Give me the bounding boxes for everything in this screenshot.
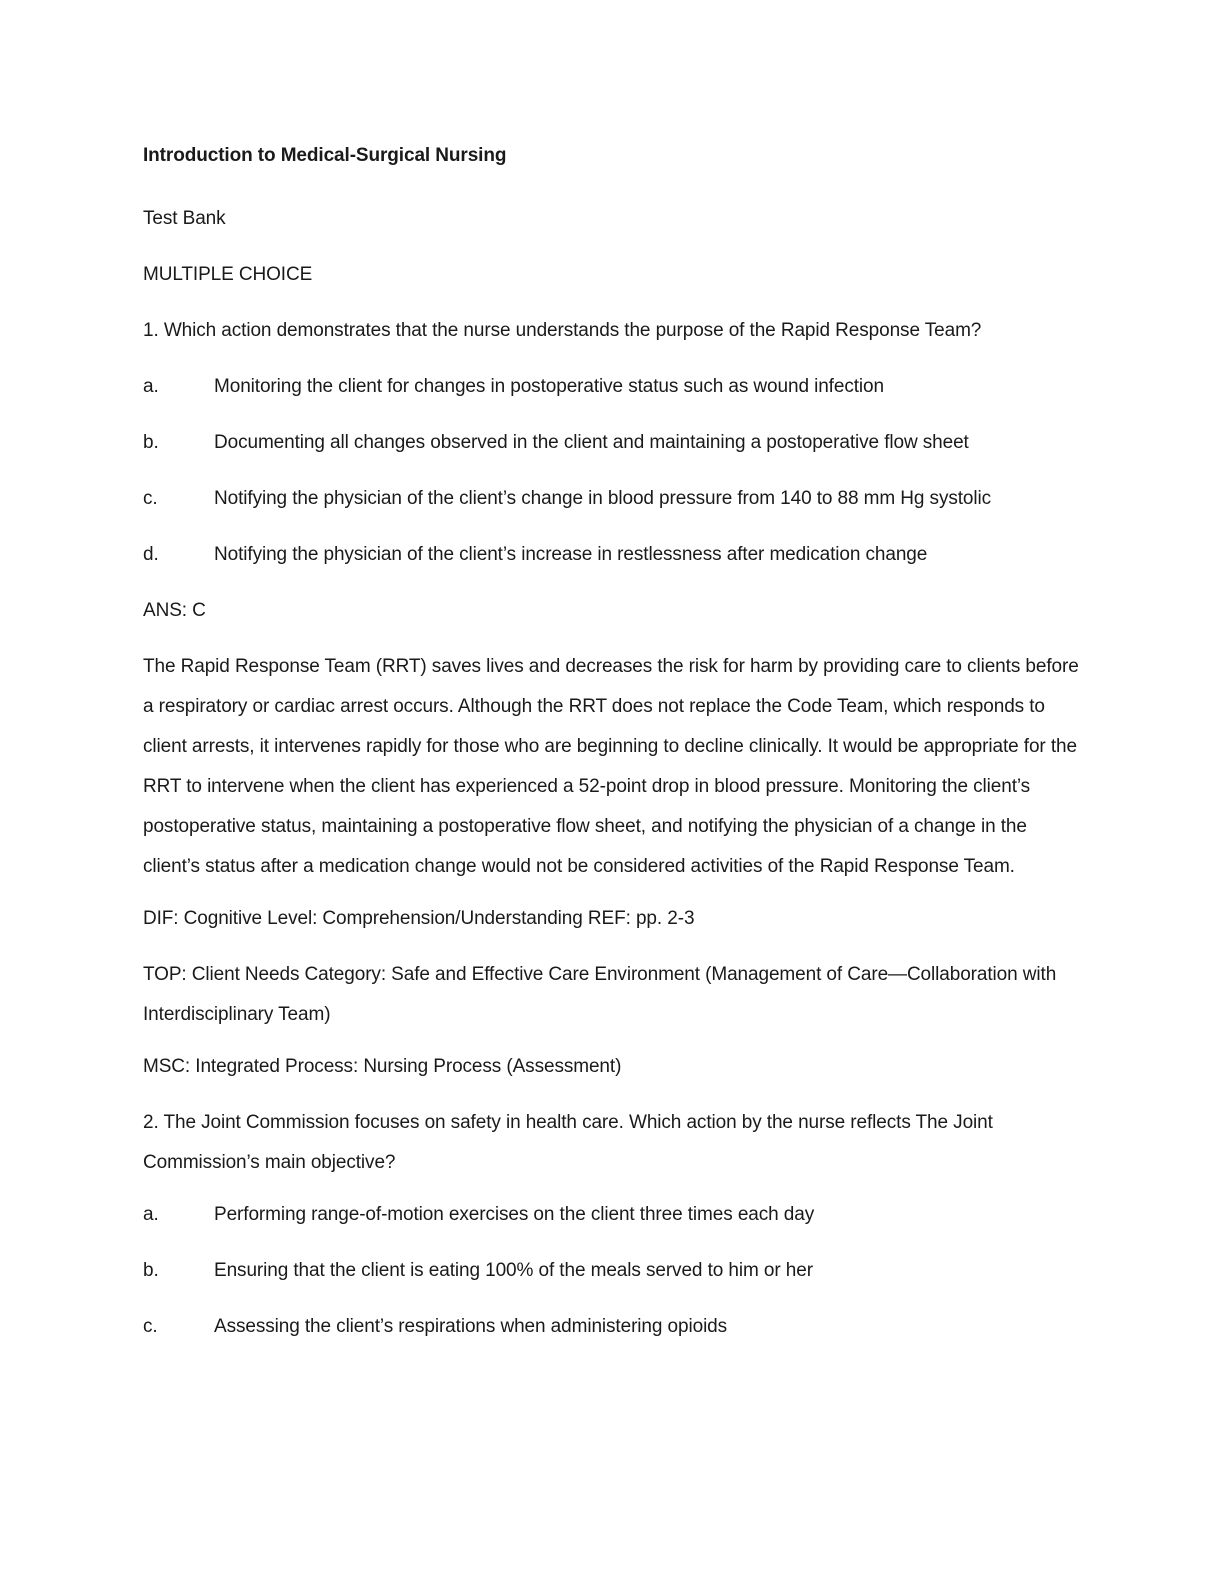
- question-2-option-b: [143, 1255, 1083, 1287]
- option-letter: d.: [143, 544, 159, 565]
- option-letter: a.: [143, 1204, 159, 1225]
- question-1-topic: TOP: Client Needs Category: Safe and Effective Care Environment (Management of Care—Collaboration with Interdisciplinary Team): [143, 964, 1057, 1025]
- question-1-answer: ANS: C: [143, 600, 206, 621]
- section-heading: MULTIPLE CHOICE: [143, 264, 313, 285]
- question-1-rationale: The Rapid Response Team (RRT) saves lives and decreases the risk for harm by providing care to clients before a respiratory or cardiac arrest occurs. Although the RRT does not replace the Code Team, which responds to client arrests, it intervenes rapidly for those who are beginning to decline clinically. It would be appropriate for the RRT to intervene when the client has experienced a 52-point drop in blood pressure. Monitoring the client’s postoperative status, maintaining a postoperative flow sheet, and notifying the physician of a change in the client’s status after a medication change would not be considered activities of the Rapid Response Team.: [143, 656, 1079, 877]
- document-subtitle: Test Bank: [143, 208, 226, 229]
- question-1-difficulty: DIF: Cognitive Level: Comprehension/Understanding REF: pp. 2-3: [143, 908, 695, 929]
- option-text: Ensuring that the client is eating 100% of the meals served to him or her: [214, 1260, 813, 1281]
- question-2-option-a: [143, 1199, 1083, 1231]
- option-text: Assessing the client’s respirations when administering opioids: [214, 1316, 728, 1337]
- question-1-stem: 1. Which action demonstrates that the nurse understands the purpose of the Rapid Response Team?: [143, 320, 982, 341]
- option-letter: c.: [143, 1316, 158, 1337]
- option-text: Monitoring the client for changes in postoperative status such as wound infection: [214, 376, 884, 397]
- option-text: Performing range-of-motion exercises on the client three times each day: [214, 1204, 815, 1225]
- option-text: Notifying the physician of the client’s increase in restlessness after medication change: [214, 544, 928, 565]
- option-letter: b.: [143, 432, 159, 453]
- question-1-option-c: [143, 483, 1083, 515]
- question-1-msc: MSC: Integrated Process: Nursing Process (Assessment): [143, 1056, 622, 1077]
- document-page: [143, 140, 1083, 1367]
- question-1-option-a: [143, 371, 1083, 403]
- document-title: Introduction to Medical-Surgical Nursing: [143, 145, 507, 166]
- question-1-option-b: [143, 427, 1083, 459]
- question-2-option-c: [143, 1311, 1083, 1343]
- option-letter: c.: [143, 488, 158, 509]
- option-letter: b.: [143, 1260, 159, 1281]
- question-2-stem: 2. The Joint Commission focuses on safety in health care. Which action by the nurse reflects The Joint Commission’s main objective?: [143, 1112, 993, 1173]
- option-text: Documenting all changes observed in the client and maintaining a postoperative flow sheet: [214, 432, 969, 453]
- question-1-option-d: [143, 539, 1083, 571]
- option-text: Notifying the physician of the client’s change in blood pressure from 140 to 88 mm Hg systolic: [214, 488, 992, 509]
- option-letter: a.: [143, 376, 159, 397]
